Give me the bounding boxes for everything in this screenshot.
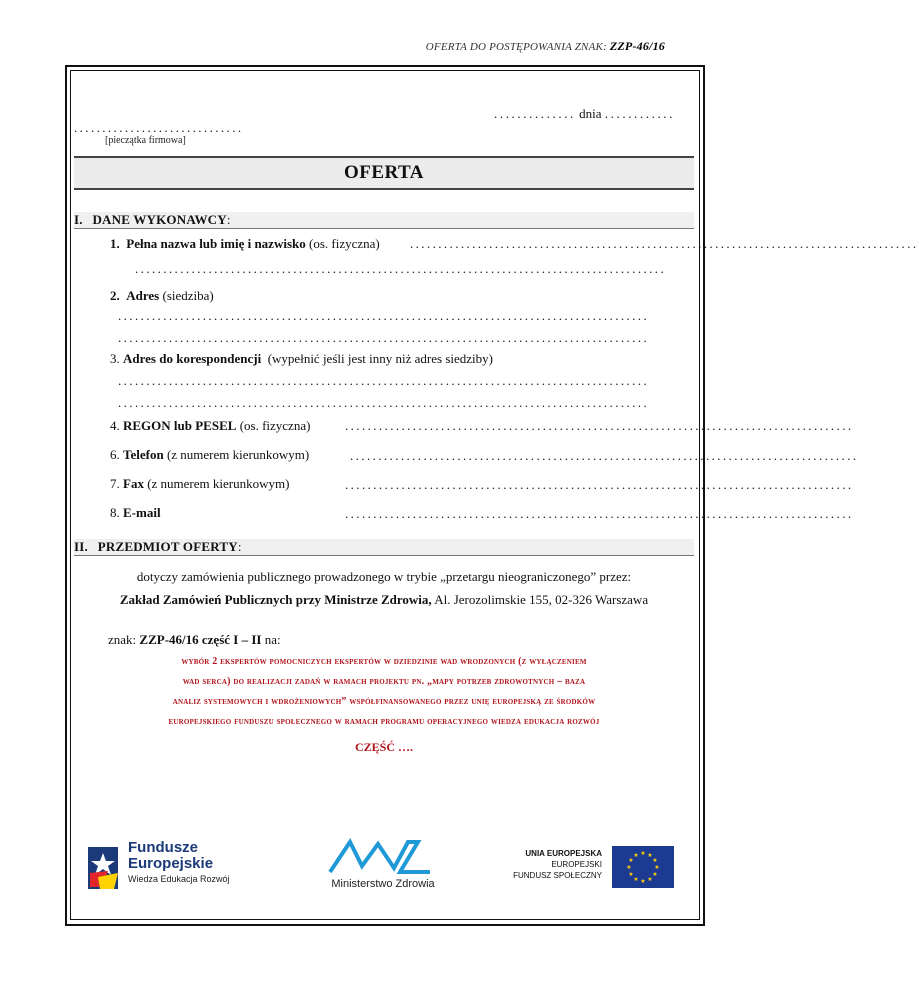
section-header-2 xyxy=(74,539,694,556)
date-label: dnia xyxy=(579,106,602,121)
field-correspondence-note: (wypełnić jeśli jest inny niż adres siedziby) xyxy=(267,351,493,366)
date-dots: .............. xyxy=(494,106,576,121)
subject-ref-suffix: na: xyxy=(264,632,281,647)
field-phone-input[interactable]: .......................................................................................... xyxy=(350,448,859,463)
field-fax-note: (z numerem kierunkowym) xyxy=(147,476,290,491)
date-line xyxy=(494,106,675,122)
ue-line-3: FUNDUSZ SPOŁECZNY xyxy=(513,871,602,880)
stamp-label: [pieczątka firmowa] xyxy=(105,135,186,146)
field-phone-label xyxy=(110,447,309,463)
field-email-num: 8. xyxy=(110,505,120,520)
field-phone-title: Telefon xyxy=(123,447,164,462)
svg-text:★: ★ xyxy=(652,871,658,878)
field-address-num: 2. xyxy=(110,288,120,303)
field-email-input[interactable]: .......................................................................................... xyxy=(345,506,854,521)
header-code: ZZP-46/16 xyxy=(609,39,665,53)
svg-text:★: ★ xyxy=(628,871,634,878)
fe-star-icon xyxy=(88,843,128,893)
field-regon-input[interactable]: .......................................................................................... xyxy=(345,418,854,433)
project-line-4: europejskiego funduszu społecznego w ramach programu operacyjnego wiedza edukacja rozwój xyxy=(168,716,600,727)
subject-intro: dotyczy zamówienia publicznego prowadzonego w trybie „przetargu nieograniczonego” przez: xyxy=(136,569,632,584)
field-name-title: Pełna nazwa lub imię i nazwisko xyxy=(126,236,306,251)
project-line-2: wad serca) do realizacji zadań w ramach projektu pn. „mapy potrzeb zdrowotnych – baza xyxy=(182,676,586,687)
project-line-1: wybór 2 ekspertów pomocniczych ekspertów w dziedzinie wad wrodzonych (z wyłączeniem xyxy=(181,656,587,667)
field-name-input-line2[interactable]: .............................................................................................. xyxy=(135,261,667,276)
svg-text:★: ★ xyxy=(654,864,660,871)
section-1-number: I. xyxy=(74,212,83,227)
svg-text:★: ★ xyxy=(628,857,634,864)
section-2-title: PRZEDMIOT OFERTY xyxy=(97,539,238,554)
field-correspondence-num: 3. xyxy=(110,351,120,366)
field-phone-num: 6. xyxy=(110,447,120,462)
page-title: OFERTA xyxy=(74,156,694,190)
unia-europejska-logo xyxy=(510,846,680,888)
field-fax-title: Fax xyxy=(123,476,144,491)
field-address-input-line2[interactable]: .............................................................................................. xyxy=(118,330,650,345)
field-fax-num: 7. xyxy=(110,476,120,491)
svg-text:★: ★ xyxy=(640,850,646,857)
field-address-note: (siedziba) xyxy=(162,288,214,303)
field-regon-note: (os. fizyczna) xyxy=(239,418,311,433)
field-phone-note: (z numerem kierunkowym) xyxy=(166,447,310,462)
field-name-input[interactable]: .......................................................................................... xyxy=(410,236,919,251)
subject-org-address: Al. Jerozolimskie 155, 02-326 Warszawa xyxy=(434,592,649,607)
svg-text:★: ★ xyxy=(640,878,646,885)
svg-text:★: ★ xyxy=(647,876,653,883)
fe-line-2: Europejskie xyxy=(128,855,214,872)
section-1-title: DANE WYKONAWCY xyxy=(92,212,227,227)
section-1-suffix: : xyxy=(226,212,231,227)
field-correspondence-input[interactable]: .............................................................................................. xyxy=(118,373,650,388)
svg-text:★: ★ xyxy=(626,864,632,871)
field-address-input[interactable]: .............................................................................................. xyxy=(118,308,650,323)
subject-org-name: Zakład Zamówień Publicznych przy Ministrze Zdrowia, xyxy=(119,592,432,607)
field-address-title: Adres xyxy=(126,288,160,303)
field-name-note: (os. fizyczna) xyxy=(309,236,380,251)
field-name-label xyxy=(110,236,380,252)
field-correspondence-title: Adres do korespondencji xyxy=(123,351,262,366)
field-regon-label xyxy=(110,418,310,434)
field-email-title: E-mail xyxy=(123,505,161,520)
page-frame-inner xyxy=(70,70,919,920)
eu-flag-icon xyxy=(612,846,674,888)
fundusze-europejskie-logo xyxy=(88,840,248,900)
field-regon-title: REGON lub PESEL xyxy=(123,418,237,433)
subject-organization xyxy=(0,592,768,608)
field-address-label xyxy=(110,288,214,304)
part-label: CZĘŚĆ …. xyxy=(354,740,413,754)
field-fax-input[interactable]: .......................................................................................... xyxy=(345,477,854,492)
ministerstwo-zdrowia-logo xyxy=(318,838,448,898)
mz-name: Ministerstwo Zdrowia xyxy=(331,878,435,890)
stamp-dots: .............................. xyxy=(74,120,244,135)
ue-line-2: EUROPEJSKI xyxy=(551,860,602,869)
subject-ref-prefix: znak: xyxy=(108,632,137,647)
mz-wave-icon xyxy=(318,838,448,876)
header-prefix: OFERTA DO POSTĘPOWANIA ZNAK: xyxy=(425,41,607,53)
svg-text:★: ★ xyxy=(633,852,639,859)
svg-text:★: ★ xyxy=(633,876,639,883)
ue-line-1: UNIA EUROPEJSKA xyxy=(525,849,602,858)
document-header xyxy=(426,39,665,54)
field-email-label xyxy=(110,505,161,521)
subject-ref-code: ZZP-46/16 część I – II xyxy=(139,632,262,647)
svg-text:★: ★ xyxy=(647,852,653,859)
section-2-suffix: : xyxy=(237,539,242,554)
fe-line-3: Wiedza Edukacja Rozwój xyxy=(128,874,230,884)
section-header-1 xyxy=(74,212,694,229)
fe-line-1: Fundusze xyxy=(128,839,198,856)
section-2-number: II. xyxy=(74,539,88,554)
svg-text:★: ★ xyxy=(652,857,658,864)
field-regon-num: 4. xyxy=(110,418,120,433)
date-trailing-dots: ............ xyxy=(604,106,675,121)
field-correspondence-label xyxy=(110,351,493,367)
subject-reference xyxy=(108,632,281,648)
project-line-3: analiz systemowych i wdrożeniowych” współfinansowanego przez unię europejską ze środków xyxy=(172,696,596,707)
field-name-num: 1. xyxy=(110,236,120,251)
field-fax-label xyxy=(110,476,289,492)
field-correspondence-input-line2[interactable]: .............................................................................................. xyxy=(118,395,650,410)
